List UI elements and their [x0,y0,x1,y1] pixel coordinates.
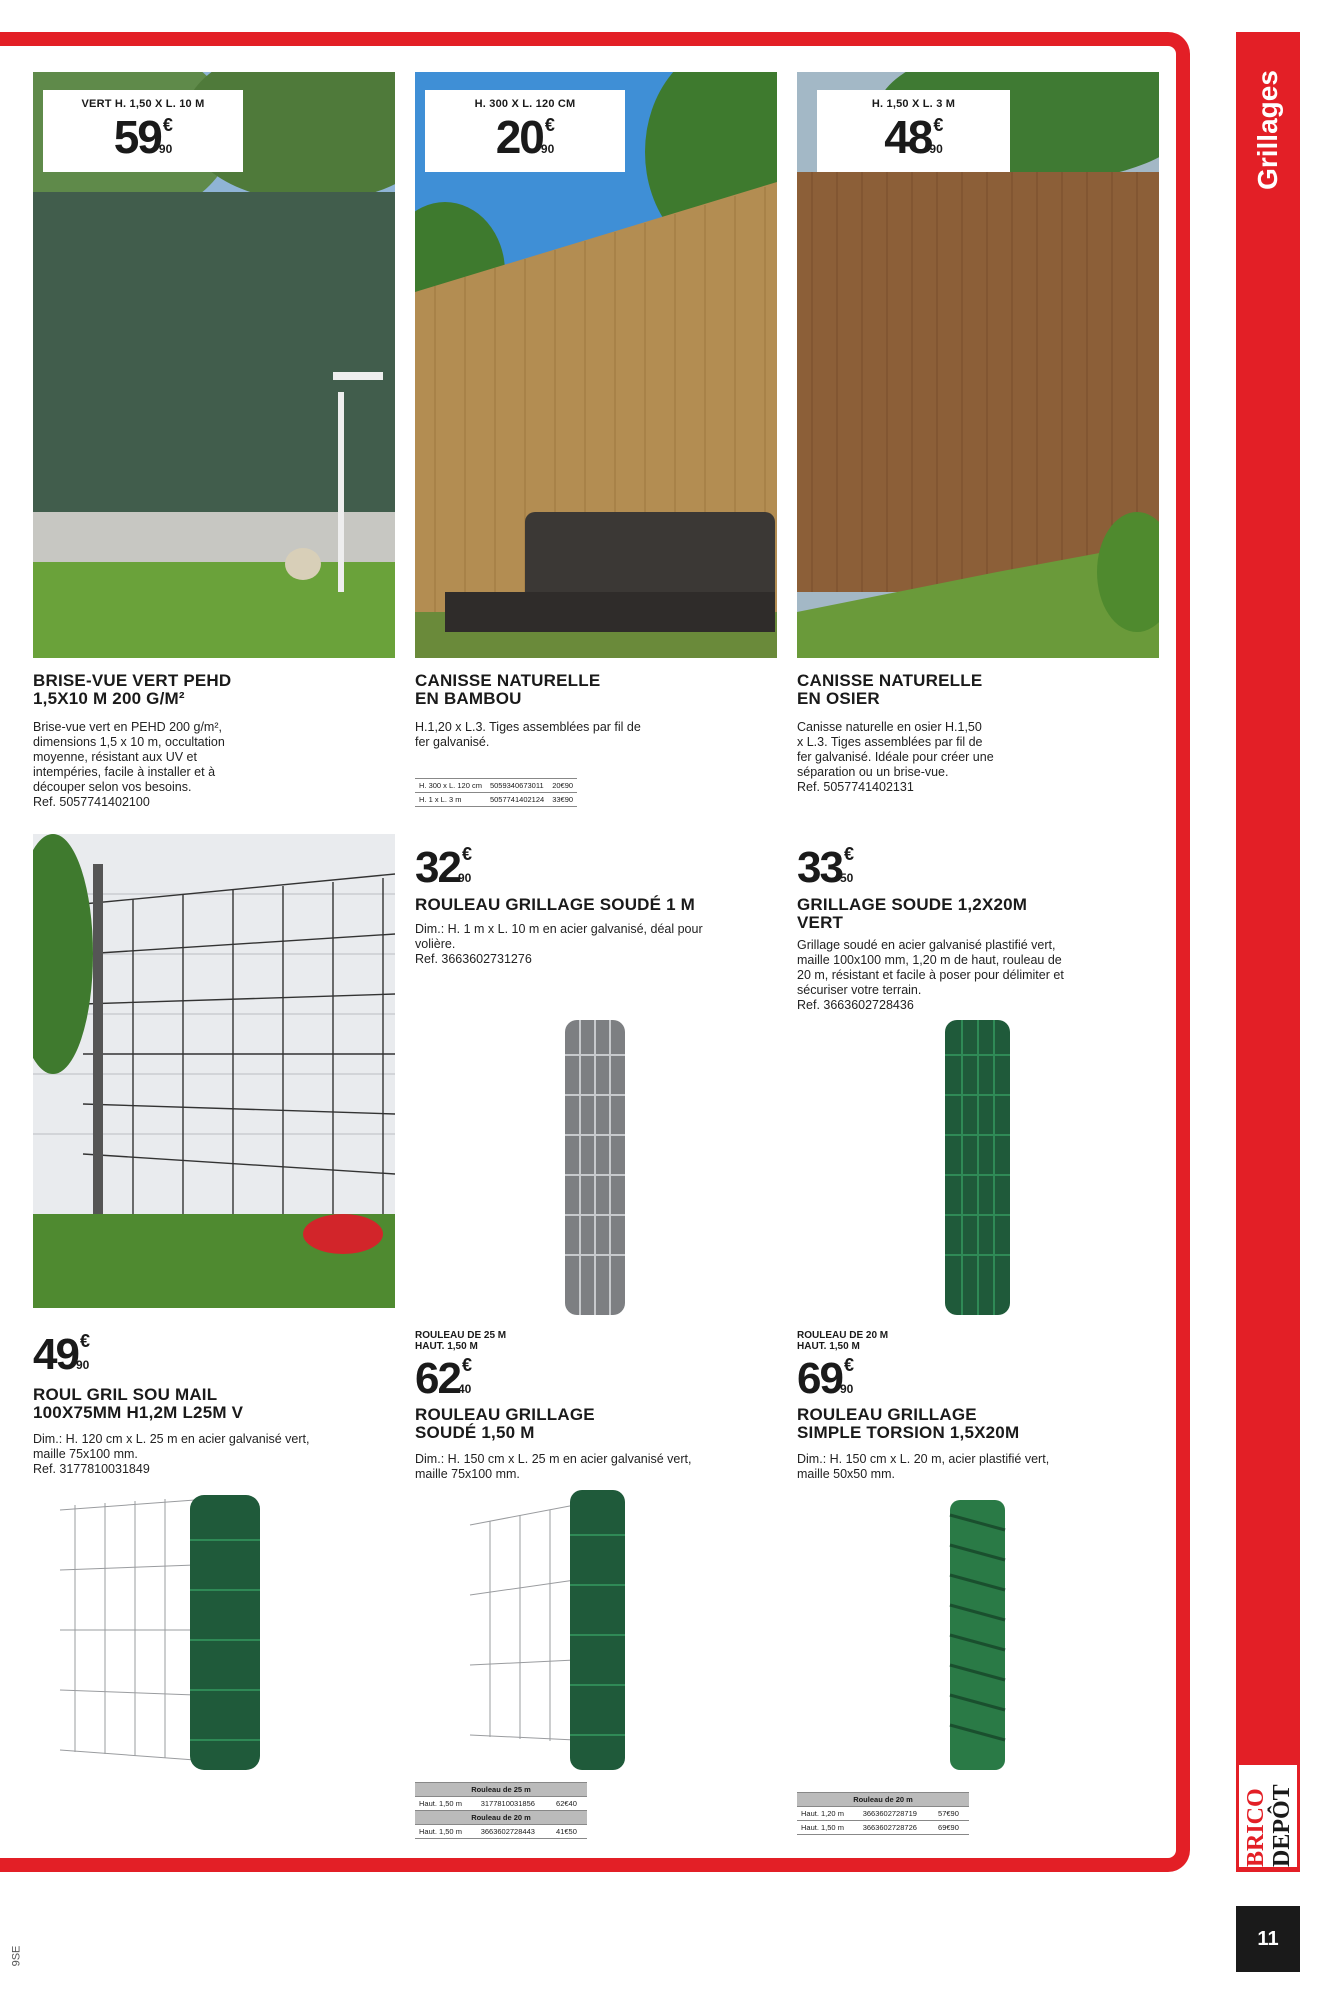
roll-info-simple-torsion: ROULEAU DE 20 M HAUT. 1,50 M [797,1330,889,1352]
price-grillage-soude-vert: 33 €50 [797,843,854,892]
product-title-simple-torsion: ROULEAU GRILLAGE SIMPLE TORSION 1,5X20M [797,1405,1020,1442]
grillage-jardin-photo [33,834,395,1308]
price-tag-canisse-bambou: H. 300 X L. 120 CM 20 €90 [425,90,625,172]
product-title-grillage-soude-vert: GRILLAGE SOUDE 1,2X20M VERT [797,895,1028,932]
product-title-roul-gril-sou-mail: ROUL GRIL SOU MAIL 100X75MM H1,2M L25M V [33,1385,244,1422]
table-row: Haut. 1,50 m 3177810031856 62€40 [415,1797,587,1811]
rouleau-torsion-image [945,1495,1010,1775]
price-tag-canisse-osier: H. 1,50 X L. 3 M 48 €90 [817,90,1010,172]
rouleau-deroule-image-2 [465,1485,635,1775]
table-row: H. 300 x L. 120 cm 5059340673011 20€90 [415,779,577,793]
price-tag-brise-vue: VERT H. 1,50 X L. 10 M 59 €90 [43,90,243,172]
brico-depot-logo: BRICO DEPÔT [1236,1762,1300,1870]
price-simple-torsion: 69 €90 [797,1354,854,1403]
product-desc-brise-vue: Brise-vue vert en PEHD 200 g/m², dimensions 1,5 x 10 m, occultation moyenne, résistant aux UV et intempéries, facile à installer et à découper selon vos besoins. Ref. 5057741402100 [33,720,225,809]
table-row: Haut. 1,50 m 3663602728443 41€50 [415,1825,587,1839]
rouleau-gris-image [560,1015,630,1320]
page-number: 11 [1236,1906,1300,1972]
product-desc-canisse-osier: Canisse naturelle en osier H.1,50 x L.3. Tiges assemblées par fil de fer galvanisé. Idéale pour créer une séparation ou un brise-vue. Ref. 5057741402131 [797,720,994,794]
spec-table-simple-torsion: Rouleau de 20 m Haut. 1,20 m 3663602728719 57€90 Haut. 1,50 m 3663602728726 69€90 [797,1792,969,1835]
product-desc-canisse-bambou: H.1,20 x L.3. Tiges assemblées par fil de fer galvanisé. [415,720,641,749]
rouleau-vert-image [940,1015,1015,1320]
product-desc-rouleau-soude-150: Dim.: H. 150 cm x L. 25 m en acier galvanisé vert, maille 75x100 mm. [415,1452,692,1481]
product-title-rouleau-soude-150: ROULEAU GRILLAGE SOUDÉ 1,50 M [415,1405,595,1442]
product-title-rouleau-soude-1m: ROULEAU GRILLAGE SOUDÉ 1 M [415,895,696,914]
price-rouleau-soude-1m: 32 €90 [415,843,472,892]
table-row: Haut. 1,20 m 3663602728719 57€90 [797,1807,969,1821]
section-title: Grillages [1252,70,1283,190]
product-desc-roul-gril-sou-mail: Dim.: H. 120 cm x L. 25 m en acier galvanisé vert, maille 75x100 mm. Ref. 3177810031849 [33,1432,310,1476]
product-title-canisse-bambou: CANISSE NATURELLE EN BAMBOU [415,671,601,708]
roll-info-soude-150: ROULEAU DE 25 M HAUT. 1,50 M [415,1330,507,1352]
product-title-brise-vue: BRISE-VUE VERT PEHD 1,5X10 M 200 G/M² [33,671,232,708]
table-row: H. 1 x L. 3 m 5057741402124 33€90 [415,793,577,807]
price-roul-gril-sou-mail: 49 €90 [33,1330,90,1379]
product-title-canisse-osier: CANISSE NATURELLE EN OSIER [797,671,983,708]
rouleau-deroule-image-1 [55,1490,275,1775]
price-rouleau-soude-150: 62 €40 [415,1354,472,1403]
product-desc-rouleau-soude-1m: Dim.: H. 1 m x L. 10 m en acier galvanisé, déal pour volière. Ref. 3663602731276 [415,922,703,966]
side-code: 9SE [10,1945,23,1967]
product-desc-grillage-soude-vert: Grillage soudé en acier galvanisé plastifié vert, maille 100x100 mm, 1,20 m de haut, rouleau de 20 m, résistant et facile à poser pour délimiter et sécuriser votre terrain. Ref. 3663602728436 [797,938,1064,1012]
spec-table-canisse-bambou [415,778,577,807]
side-strip [1236,32,1300,1872]
table-row: Haut. 1,50 m 3663602728726 69€90 [797,1821,969,1835]
product-desc-simple-torsion: Dim.: H. 150 cm x L. 20 m, acier plastifié vert, maille 50x50 mm. [797,1452,1050,1481]
spec-table-rouleau-soude-150: Rouleau de 25 m Haut. 1,50 m 3177810031856 62€40 Rouleau de 20 m Haut. 1,50 m 3663602728443 41€50 [415,1782,587,1839]
